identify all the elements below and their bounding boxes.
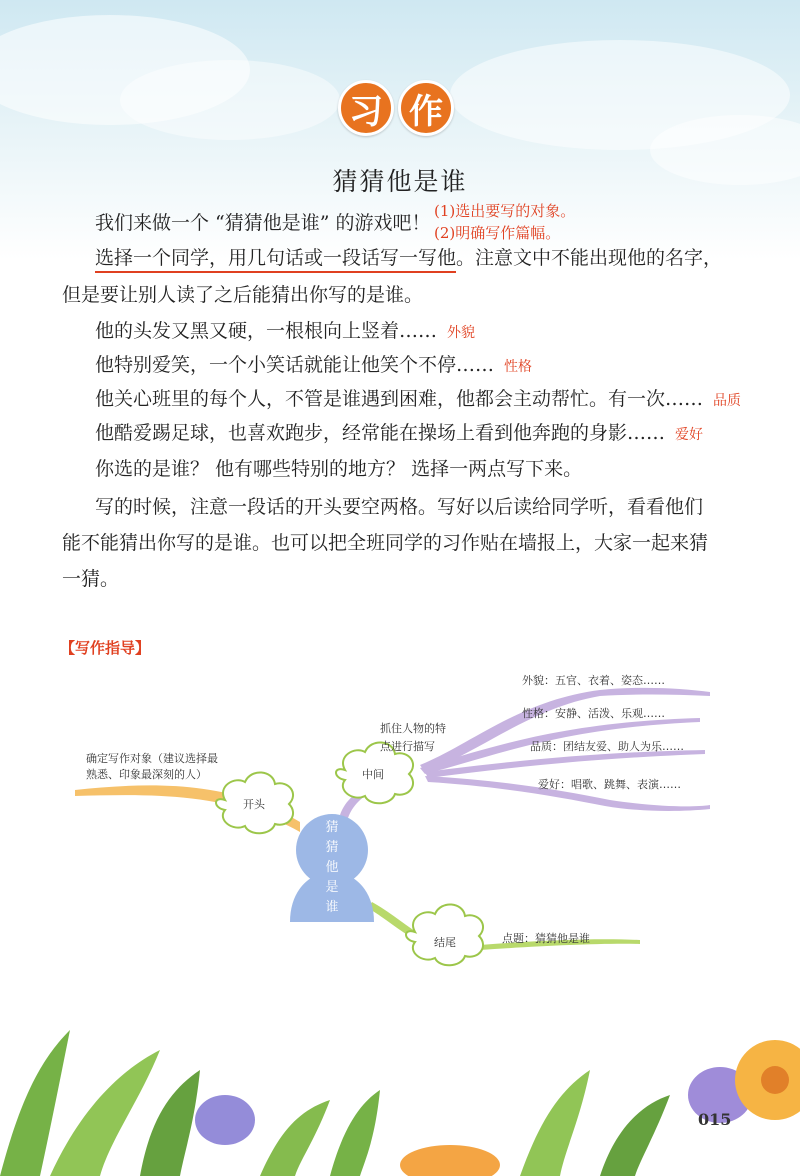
center-char: 谁	[325, 900, 339, 915]
annotation-1: (1)选出要写的对象。	[434, 202, 576, 220]
example-text: 他酷爱踢足球，也喜欢跑步，经常能在操场上看到他奔跑的身影……	[95, 422, 666, 444]
example-text: 他特别爱笑，一个小笑话就能让他笑个不停……	[95, 354, 495, 376]
example-text: 他关心班里的每个人，不管是谁遇到困难，他都会主动帮忙。有一次……	[95, 388, 704, 410]
middle-text-1: 抓住人物的特	[380, 722, 446, 735]
example-text: 他的头发又黑又硬，一根根向上竖着……	[95, 320, 438, 342]
branch-appearance: 外貌：五官、衣着、姿态……	[522, 674, 665, 687]
guide-title: 【写作指导】	[60, 639, 151, 657]
body-question: 你选的是谁？ 他有哪些特别的地方？ 选择一两点写下来。	[95, 458, 583, 480]
center-figure-text	[318, 818, 346, 918]
example-tag: 外貌	[447, 325, 476, 341]
lesson-subtitle: 猜猜他是谁	[332, 167, 468, 196]
title-char-1: 习	[338, 80, 394, 136]
underlined-phrase: 选择一个同学，用几句话或一段话写一写他	[95, 247, 456, 273]
center-char: 是	[325, 880, 339, 895]
paragraph-3: 但是要让别人读了之后能猜出你写的是谁。	[62, 284, 424, 306]
start-text-1: 确定写作对象（建议选择最	[86, 752, 218, 765]
annotation-2: (2)明确写作篇幅。	[434, 224, 561, 242]
body-line-2: 能不能猜出你写的是谁。也可以把全班同学的习作贴在墙报上，大家一起来猜	[62, 532, 709, 554]
paragraph-1: 我们来做一个 “猜猜他是谁” 的游戏吧！	[95, 212, 431, 234]
start-text-2: 熟悉、印象最深刻的人）	[86, 768, 207, 781]
end-label: 结尾	[434, 936, 456, 949]
center-char: 他	[325, 860, 339, 875]
body-line-1: 写的时候，注意一段话的开头要空两格。写好以后读给同学听，看看他们	[95, 496, 704, 518]
center-char: 猜	[325, 820, 339, 835]
example-tag: 性格	[504, 359, 533, 375]
title-char-2: 作	[398, 80, 454, 136]
example-tag: 品质	[713, 393, 742, 409]
page-number: 015	[698, 1110, 732, 1129]
middle-label: 中间	[362, 768, 384, 781]
body-line-3: 一猜。	[62, 568, 120, 590]
example-tag: 爱好	[675, 427, 704, 443]
end-text: 点题：猜猜他是谁	[502, 932, 590, 945]
branch-hobby: 爱好：唱歌、跳舞、表演……	[538, 778, 681, 791]
start-label: 开头	[243, 798, 265, 811]
branch-character: 品质：团结友爱、助人为乐……	[530, 740, 684, 753]
middle-text-2: 点进行描写	[380, 740, 435, 753]
center-char: 猜	[325, 840, 339, 855]
branch-personality: 性格：安静、活泼、乐观……	[522, 707, 665, 720]
paragraph-2-rest: 。注意文中不能出现他的名字，	[456, 247, 723, 269]
